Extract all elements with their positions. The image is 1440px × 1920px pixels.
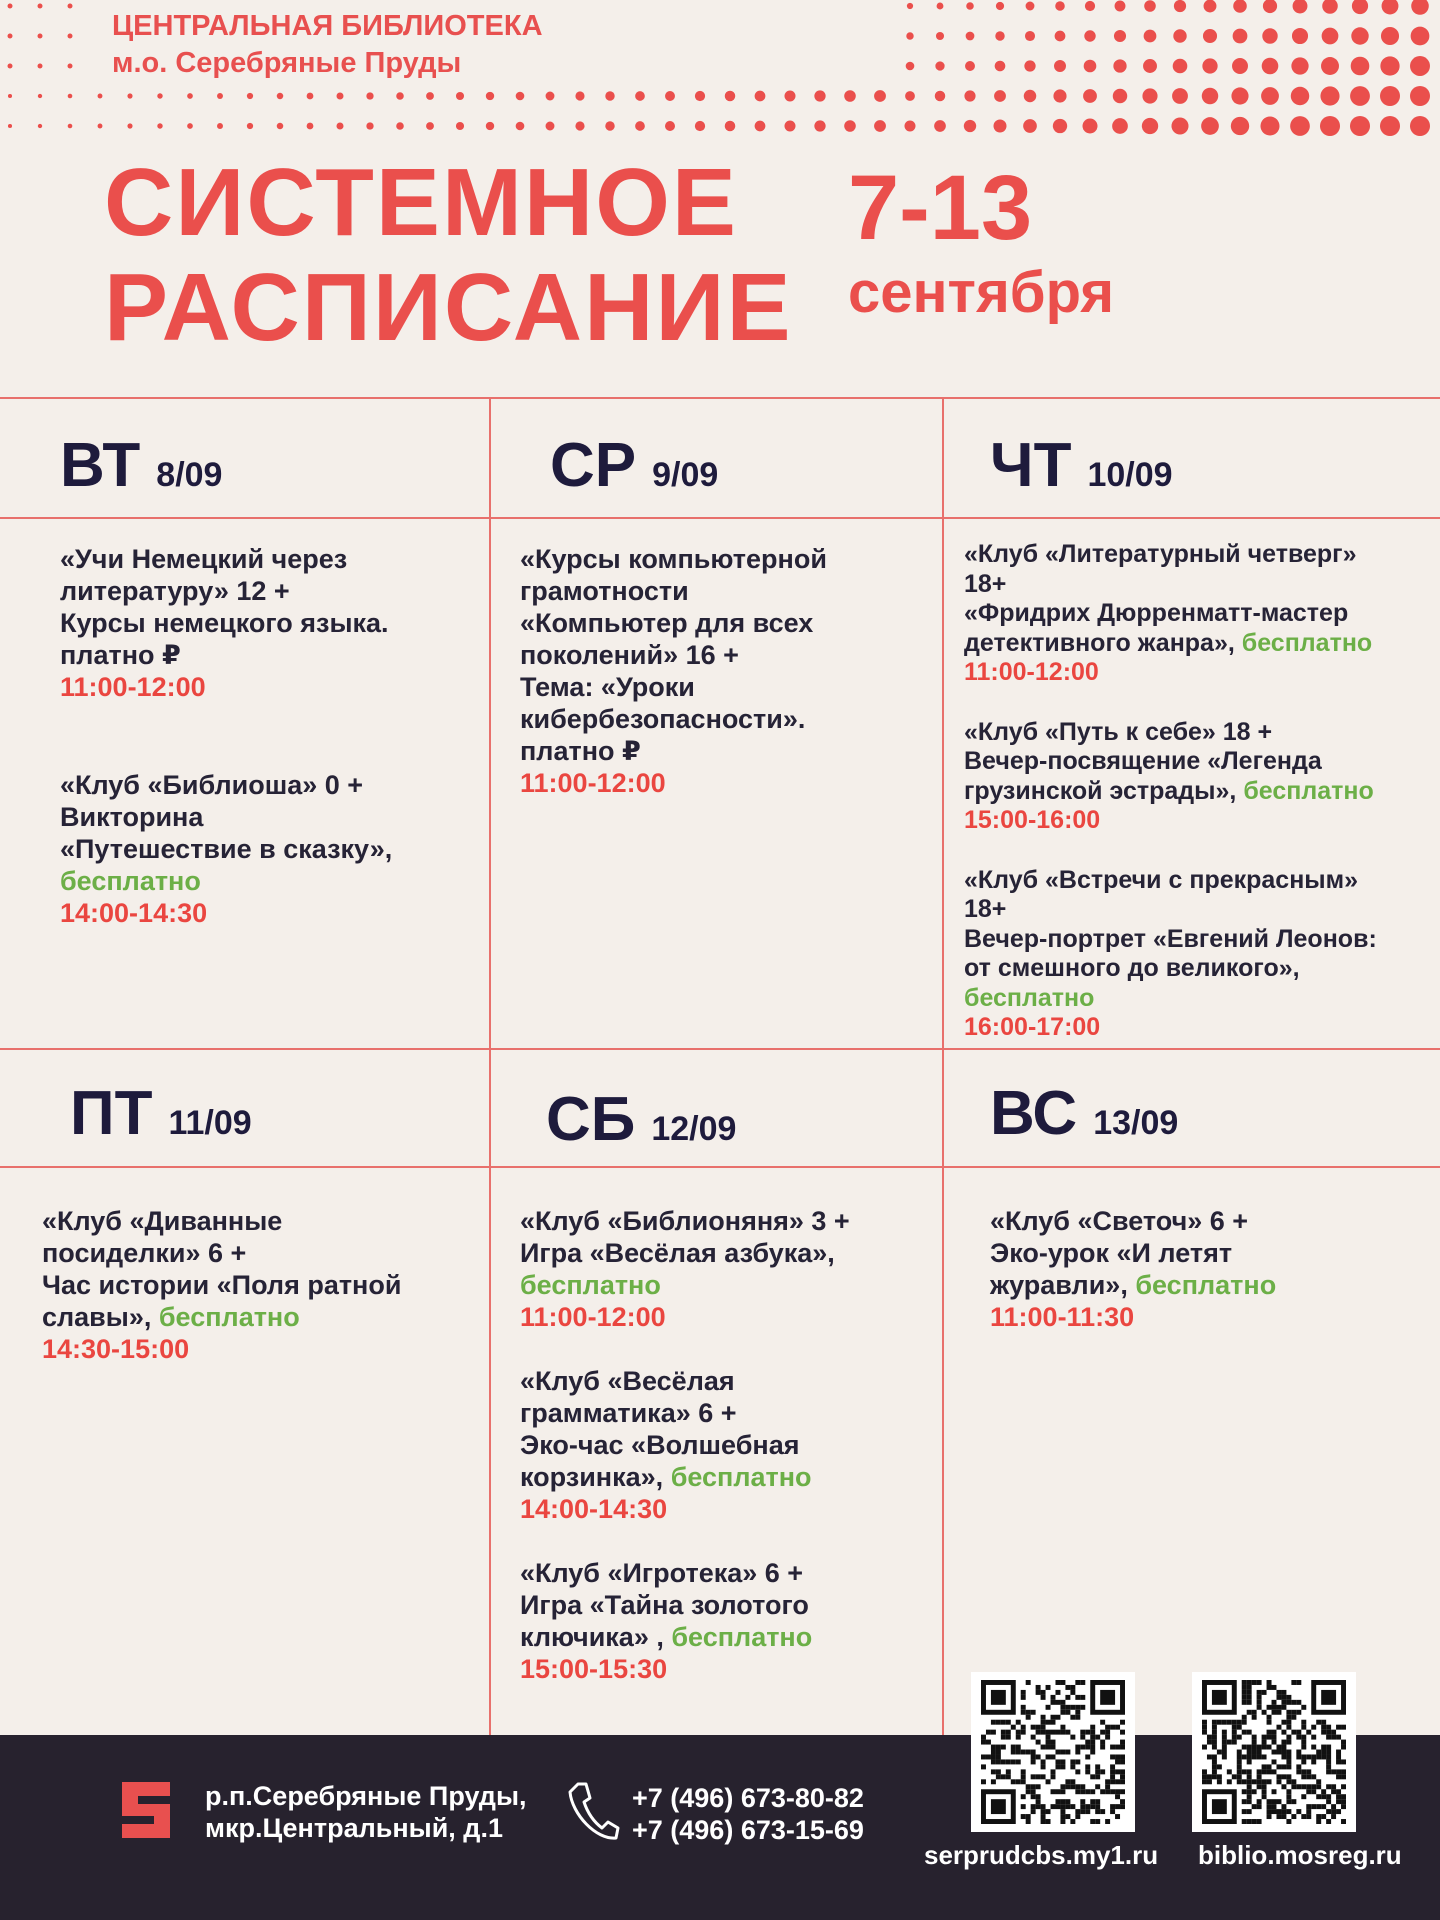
event-time: 11:00-12:00 [520, 1302, 666, 1332]
decorative-dot [993, 119, 1006, 132]
day-of-week: СР [550, 431, 637, 500]
day-date: 12/09 [651, 1110, 737, 1148]
decorative-dot [1291, 57, 1308, 74]
event-item [964, 718, 1434, 836]
decorative-dot [1260, 116, 1279, 135]
decorative-dot [8, 64, 13, 69]
event-text: грамматика» 6 + [520, 1398, 737, 1428]
decorative-dot [1322, 28, 1339, 45]
event-text: поколений» 16 + [520, 640, 739, 670]
decorative-dot [1262, 28, 1277, 43]
decorative-dot [1350, 86, 1370, 106]
decorative-dot [935, 91, 945, 101]
day-events [520, 1205, 930, 1717]
event-text-line [520, 1461, 930, 1493]
decorative-dot [396, 122, 404, 130]
day-header [546, 1084, 736, 1155]
decorative-dot [1024, 90, 1036, 102]
decorative-dot [1054, 60, 1066, 72]
decorative-dot [605, 121, 614, 130]
decorative-dot [1053, 89, 1066, 102]
grid-divider [0, 517, 1440, 519]
qr-code-icon[interactable] [1192, 1672, 1356, 1832]
decorative-dot [1053, 119, 1067, 133]
event-text: «Курсы компьютерной [520, 544, 827, 574]
decorative-dot [935, 61, 944, 70]
decorative-dot [1112, 118, 1128, 134]
decorative-dot [1380, 116, 1400, 136]
decorative-dot [1204, 0, 1217, 12]
grid-divider [489, 399, 491, 1735]
decorative-dot [966, 2, 974, 10]
decorative-dot [605, 91, 614, 100]
decorative-dot [217, 93, 223, 99]
organization-line-2: м.о. Серебряные Пруды [112, 47, 462, 79]
event-text: «Клуб «Путь к себе» 18 + [964, 717, 1273, 746]
decorative-dot [964, 120, 976, 132]
decorative-dot [1113, 89, 1127, 103]
decorative-dot [68, 34, 73, 39]
month-label: сентября [848, 260, 1115, 325]
day-of-week: ВТ [60, 431, 141, 500]
decorative-dot [1143, 59, 1157, 73]
decorative-dot [1085, 1, 1095, 11]
day-events [520, 543, 930, 831]
price-free: бесплатно [1241, 628, 1373, 657]
qr-code-icon[interactable] [971, 1672, 1135, 1832]
decorative-dot [1173, 59, 1188, 74]
decorative-dot [937, 3, 944, 10]
library-s-logo-icon [118, 1780, 174, 1840]
decorative-dot [1203, 29, 1217, 43]
event-text: Викторина [60, 802, 204, 832]
event-text: «Клуб «Библионяня» 3 + [520, 1206, 850, 1236]
decorative-dot [784, 120, 795, 131]
phone-handset-icon [566, 1780, 620, 1842]
event-time: 14:00-14:30 [520, 1494, 668, 1524]
decorative-dot [905, 91, 915, 101]
decorative-dot [68, 64, 73, 69]
phone-2[interactable]: +7 (496) 673-15-69 [632, 1815, 864, 1845]
decorative-dot [1202, 88, 1218, 104]
decorative-dot [1291, 87, 1309, 105]
decorative-dot [456, 92, 464, 100]
decorative-dot [546, 92, 555, 101]
event-text: «Клуб «Светоч» 6 + [990, 1206, 1249, 1236]
decorative-dot [1173, 29, 1186, 42]
event-item [520, 1365, 930, 1525]
decorative-dot [784, 90, 795, 101]
decorative-dot [187, 93, 193, 99]
decorative-dot [1026, 2, 1035, 11]
decorative-dot [1142, 88, 1157, 103]
decorative-dot [68, 124, 73, 129]
event-text: ключика» , [520, 1622, 664, 1652]
event-text-line [964, 777, 1434, 807]
event-text: грамотности [520, 576, 689, 606]
event-text: «Фридрих Дюрренматт-мастер [964, 599, 1349, 627]
decorative-dot [1261, 87, 1279, 105]
event-item [60, 543, 480, 703]
decorative-dot [38, 94, 42, 98]
decorative-dot [38, 34, 43, 39]
decorative-dot [1322, 0, 1338, 14]
week-dates [848, 158, 1114, 328]
decorative-dot [907, 3, 913, 9]
decorative-dot [995, 31, 1004, 40]
event-text: литературу» 12 + [60, 576, 290, 606]
price-free: бесплатно [1135, 1270, 1277, 1300]
event-text-line [520, 1621, 930, 1653]
day-events [42, 1205, 482, 1397]
decorative-dot [1142, 118, 1158, 134]
day-events [964, 540, 1434, 1073]
decorative-dot [1231, 87, 1248, 104]
decorative-dot [1025, 31, 1035, 41]
event-item [964, 540, 1434, 688]
event-text: славы», [42, 1302, 152, 1332]
event-text: журавли», [990, 1270, 1128, 1300]
decorative-dot [396, 92, 404, 100]
day-header [60, 430, 222, 501]
decorative-dot [1293, 0, 1308, 13]
event-text: посиделки» 6 + [42, 1238, 247, 1268]
price-free: бесплатно [964, 983, 1095, 1012]
decorative-dot [217, 123, 223, 129]
event-text: «Клуб «Игротека» 6 + [520, 1558, 804, 1588]
decorative-dot [995, 61, 1006, 72]
address [205, 1780, 527, 1844]
decorative-dot [695, 91, 705, 101]
phone-numbers [632, 1782, 864, 1846]
decorative-dot [695, 121, 705, 131]
event-item [520, 1205, 930, 1333]
decorative-dot [307, 123, 314, 130]
decorative-dot [1321, 57, 1339, 75]
day-date: 9/09 [652, 456, 719, 494]
decorative-dot [665, 121, 675, 131]
decorative-dot [98, 124, 103, 129]
day-header [990, 1078, 1178, 1149]
decorative-dot [516, 92, 525, 101]
event-time: 11:00-12:00 [520, 768, 666, 798]
event-text: Вечер-посвящение «Легенда [964, 747, 1322, 775]
day-date: 10/09 [1087, 456, 1173, 494]
event-text: «Путешествие в сказку», [60, 834, 393, 864]
day-date: 11/09 [168, 1104, 252, 1142]
event-text: кибербезопасности». [520, 704, 806, 734]
decorative-dot [1262, 58, 1279, 75]
decorative-dot [1231, 117, 1249, 135]
date-range: 7-13 [848, 157, 1033, 259]
decorative-dot [1115, 1, 1126, 12]
event-text: Эко-час «Волшебная [520, 1430, 800, 1460]
event-text-line [42, 1301, 482, 1333]
day-header [550, 430, 718, 501]
event-text: 18+ [964, 895, 1007, 923]
event-time: 11:00-12:00 [964, 658, 1099, 686]
decorative-dot [1024, 60, 1035, 71]
decorative-dot [516, 122, 525, 131]
event-text: 18+ [964, 569, 1007, 598]
address-line-1: р.п.Серебряные Пруды, [205, 1781, 527, 1811]
decorative-dot [426, 92, 434, 100]
decorative-dot [635, 91, 645, 101]
decorative-dot [1352, 0, 1368, 14]
event-text: платно ₽ [60, 640, 181, 670]
decorative-dot [965, 61, 975, 71]
event-time: 14:00-14:30 [60, 898, 208, 928]
decorative-dot [456, 122, 464, 130]
event-item [520, 1557, 930, 1685]
decorative-dot [1320, 116, 1340, 136]
event-item [42, 1205, 482, 1365]
event-time: 11:00-12:00 [60, 672, 206, 702]
address-line-2: мкр.Центральный, д.1 [205, 1813, 503, 1843]
decorative-dot [486, 122, 494, 130]
day-events [60, 543, 480, 961]
day-header [70, 1078, 252, 1149]
decorative-dot [1113, 59, 1126, 72]
decorative-dot [1114, 30, 1126, 42]
event-text: грузинской эстрады», [964, 776, 1237, 805]
day-of-week: ПТ [70, 1079, 153, 1148]
decorative-dot [1351, 57, 1370, 76]
decorative-dot [8, 94, 12, 98]
website-link-2[interactable]: biblio.mosreg.ru [1198, 1840, 1402, 1870]
decorative-dot [38, 124, 42, 128]
decorative-dot [426, 122, 434, 130]
decorative-dot [68, 4, 73, 9]
decorative-dot [725, 121, 735, 131]
decorative-dot [307, 93, 314, 100]
price-free: бесплатно [1243, 776, 1374, 805]
decorative-dot [1174, 0, 1186, 12]
decorative-dot [8, 4, 13, 9]
title-line-1: СИСТЕМНОЕ [104, 149, 738, 256]
day-date: 13/09 [1093, 1104, 1179, 1142]
price-free: бесплатно [670, 1462, 812, 1492]
decorative-dot [1350, 116, 1370, 136]
decorative-dot [336, 122, 343, 129]
decorative-dot [575, 121, 584, 130]
decorative-dot [1055, 1, 1065, 11]
decorative-dot [575, 91, 584, 100]
decorative-dot [1202, 58, 1217, 73]
event-item [60, 769, 480, 929]
decorative-dot [127, 123, 132, 128]
decorative-dot [1380, 56, 1399, 75]
decorative-dot [366, 92, 373, 99]
event-text: «Клуб «Встречи с прекрасным» [964, 865, 1359, 894]
title-line-2: РАСПИСАНИЕ [104, 254, 793, 361]
decorative-dot [906, 32, 913, 39]
decorative-dot [277, 93, 283, 99]
event-text: «Клуб «Весёлая [520, 1366, 735, 1396]
price-free: бесплатно [60, 866, 201, 896]
event-text: «Компьютер для всех [520, 608, 814, 638]
decorative-dot [844, 90, 856, 102]
decorative-dot [247, 93, 253, 99]
decorative-dot [8, 124, 12, 128]
decorative-dot [336, 92, 343, 99]
grid-divider [942, 399, 944, 1735]
event-time: 11:00-11:30 [990, 1302, 1135, 1332]
decorative-dot [68, 94, 73, 99]
decorative-dot [725, 91, 735, 101]
day-of-week: ВС [990, 1079, 1078, 1148]
event-text: «Клуб «Библиоша» 0 + [60, 770, 364, 800]
decorative-dot [934, 120, 946, 132]
event-time: 16:00-17:00 [964, 1013, 1101, 1041]
event-text: от смешного до великого», [964, 954, 1300, 982]
decorative-dot [665, 91, 675, 101]
decorative-dot [1411, 27, 1430, 46]
decorative-dot [1263, 0, 1277, 13]
decorative-dot [1233, 29, 1248, 44]
decorative-dot [277, 123, 283, 129]
decorative-dot [1144, 0, 1156, 12]
decorative-dot [1083, 89, 1097, 103]
decorative-dot [1320, 86, 1339, 105]
event-text: «Клуб «Диванные [42, 1206, 283, 1236]
event-time: 15:00-15:30 [520, 1654, 668, 1684]
event-text: Час истории «Поля ратной [42, 1270, 402, 1300]
event-item [964, 866, 1434, 1043]
qr-code-pattern [1200, 1680, 1348, 1824]
day-events [990, 1205, 1430, 1365]
decorative-dot [966, 32, 975, 41]
decorative-dot [1171, 117, 1188, 134]
price-free: бесплатно [671, 1622, 813, 1652]
decorative-dot [874, 120, 886, 132]
decorative-dot [98, 94, 103, 99]
price-free: бесплатно [158, 1302, 300, 1332]
decorative-dot [1055, 31, 1066, 42]
day-header [990, 430, 1173, 501]
decorative-dot [1292, 28, 1308, 44]
event-text: корзинка», [520, 1462, 664, 1492]
event-text: Курсы немецкого языка. [60, 608, 389, 638]
event-text: Игра «Тайна золотого [520, 1590, 809, 1620]
decorative-dot [1144, 30, 1157, 43]
event-text: Эко-урок «И летят [990, 1238, 1233, 1268]
decorative-dot [936, 32, 944, 40]
decorative-dot [1410, 116, 1430, 136]
decorative-dot [994, 90, 1006, 102]
event-text: Тема: «Уроки [520, 672, 695, 702]
decorative-dot [157, 123, 162, 128]
decorative-dot [996, 2, 1004, 10]
decorative-dot [8, 34, 13, 39]
decorative-dot [1381, 27, 1399, 45]
decorative-dot [906, 62, 915, 71]
decorative-dot [127, 93, 132, 98]
decorative-dot [904, 120, 915, 131]
organization-line-1: ЦЕНТРАЛЬНАЯ БИБЛИОТЕКА [112, 10, 543, 42]
decorative-dot [38, 64, 43, 69]
event-text: «Клуб «Литературный четверг» [964, 540, 1357, 568]
decorative-dot [38, 4, 43, 9]
price-free: бесплатно [520, 1270, 661, 1300]
decorative-dot [814, 90, 825, 101]
decorative-dot [1023, 119, 1037, 133]
event-item [520, 543, 930, 799]
phone-1[interactable]: +7 (496) 673-80-82 [632, 1783, 864, 1813]
day-of-week: ЧТ [990, 431, 1072, 500]
event-text-line [964, 629, 1434, 659]
decorative-dot [1382, 0, 1399, 14]
event-text: Игра «Весёлая азбука», [520, 1238, 835, 1268]
decorative-dot [1351, 27, 1368, 44]
organization-name [112, 8, 543, 82]
decorative-dot [635, 121, 645, 131]
decorative-dot [1201, 117, 1219, 135]
day-of-week: СБ [546, 1085, 636, 1154]
event-text: детективного жанра», [964, 628, 1235, 657]
decorative-dot [1084, 60, 1097, 73]
decorative-dot [1232, 58, 1248, 74]
decorative-dot [1082, 118, 1097, 133]
decorative-dot [1410, 86, 1430, 106]
decorative-dot [1172, 88, 1188, 104]
decorative-dot [1084, 30, 1095, 41]
event-text-line [990, 1269, 1430, 1301]
decorative-dot [755, 91, 766, 102]
website-link-1[interactable]: serprudcbs.my1.ru [924, 1840, 1159, 1870]
page-title [104, 150, 792, 360]
decorative-dot [964, 90, 975, 101]
decorative-dot [1380, 86, 1400, 106]
event-time: 14:30-15:00 [42, 1334, 190, 1364]
decorative-dot [247, 123, 253, 129]
decorative-dot [546, 122, 555, 131]
event-text: Вечер-портрет «Евгений Леонов: [964, 924, 1377, 953]
decorative-dot [1410, 56, 1430, 76]
decorative-dot [486, 92, 494, 100]
decorative-dot [844, 120, 856, 132]
decorative-dot [874, 90, 886, 102]
decorative-dot [814, 120, 825, 131]
decorative-dot [1290, 116, 1310, 136]
decorative-dot [755, 121, 766, 132]
decorative-dot [1411, 0, 1429, 15]
day-date: 8/09 [156, 456, 223, 494]
qr-code-pattern [979, 1680, 1127, 1824]
decorative-dot [1233, 0, 1247, 13]
event-text: платно ₽ [520, 736, 641, 766]
decorative-dot [187, 123, 193, 129]
decorative-dot [366, 122, 373, 129]
event-item [990, 1205, 1430, 1333]
grid-divider [0, 1166, 1440, 1168]
event-text: «Учи Немецкий через [60, 544, 348, 574]
decorative-dot [157, 93, 162, 98]
event-time: 15:00-16:00 [964, 806, 1101, 834]
